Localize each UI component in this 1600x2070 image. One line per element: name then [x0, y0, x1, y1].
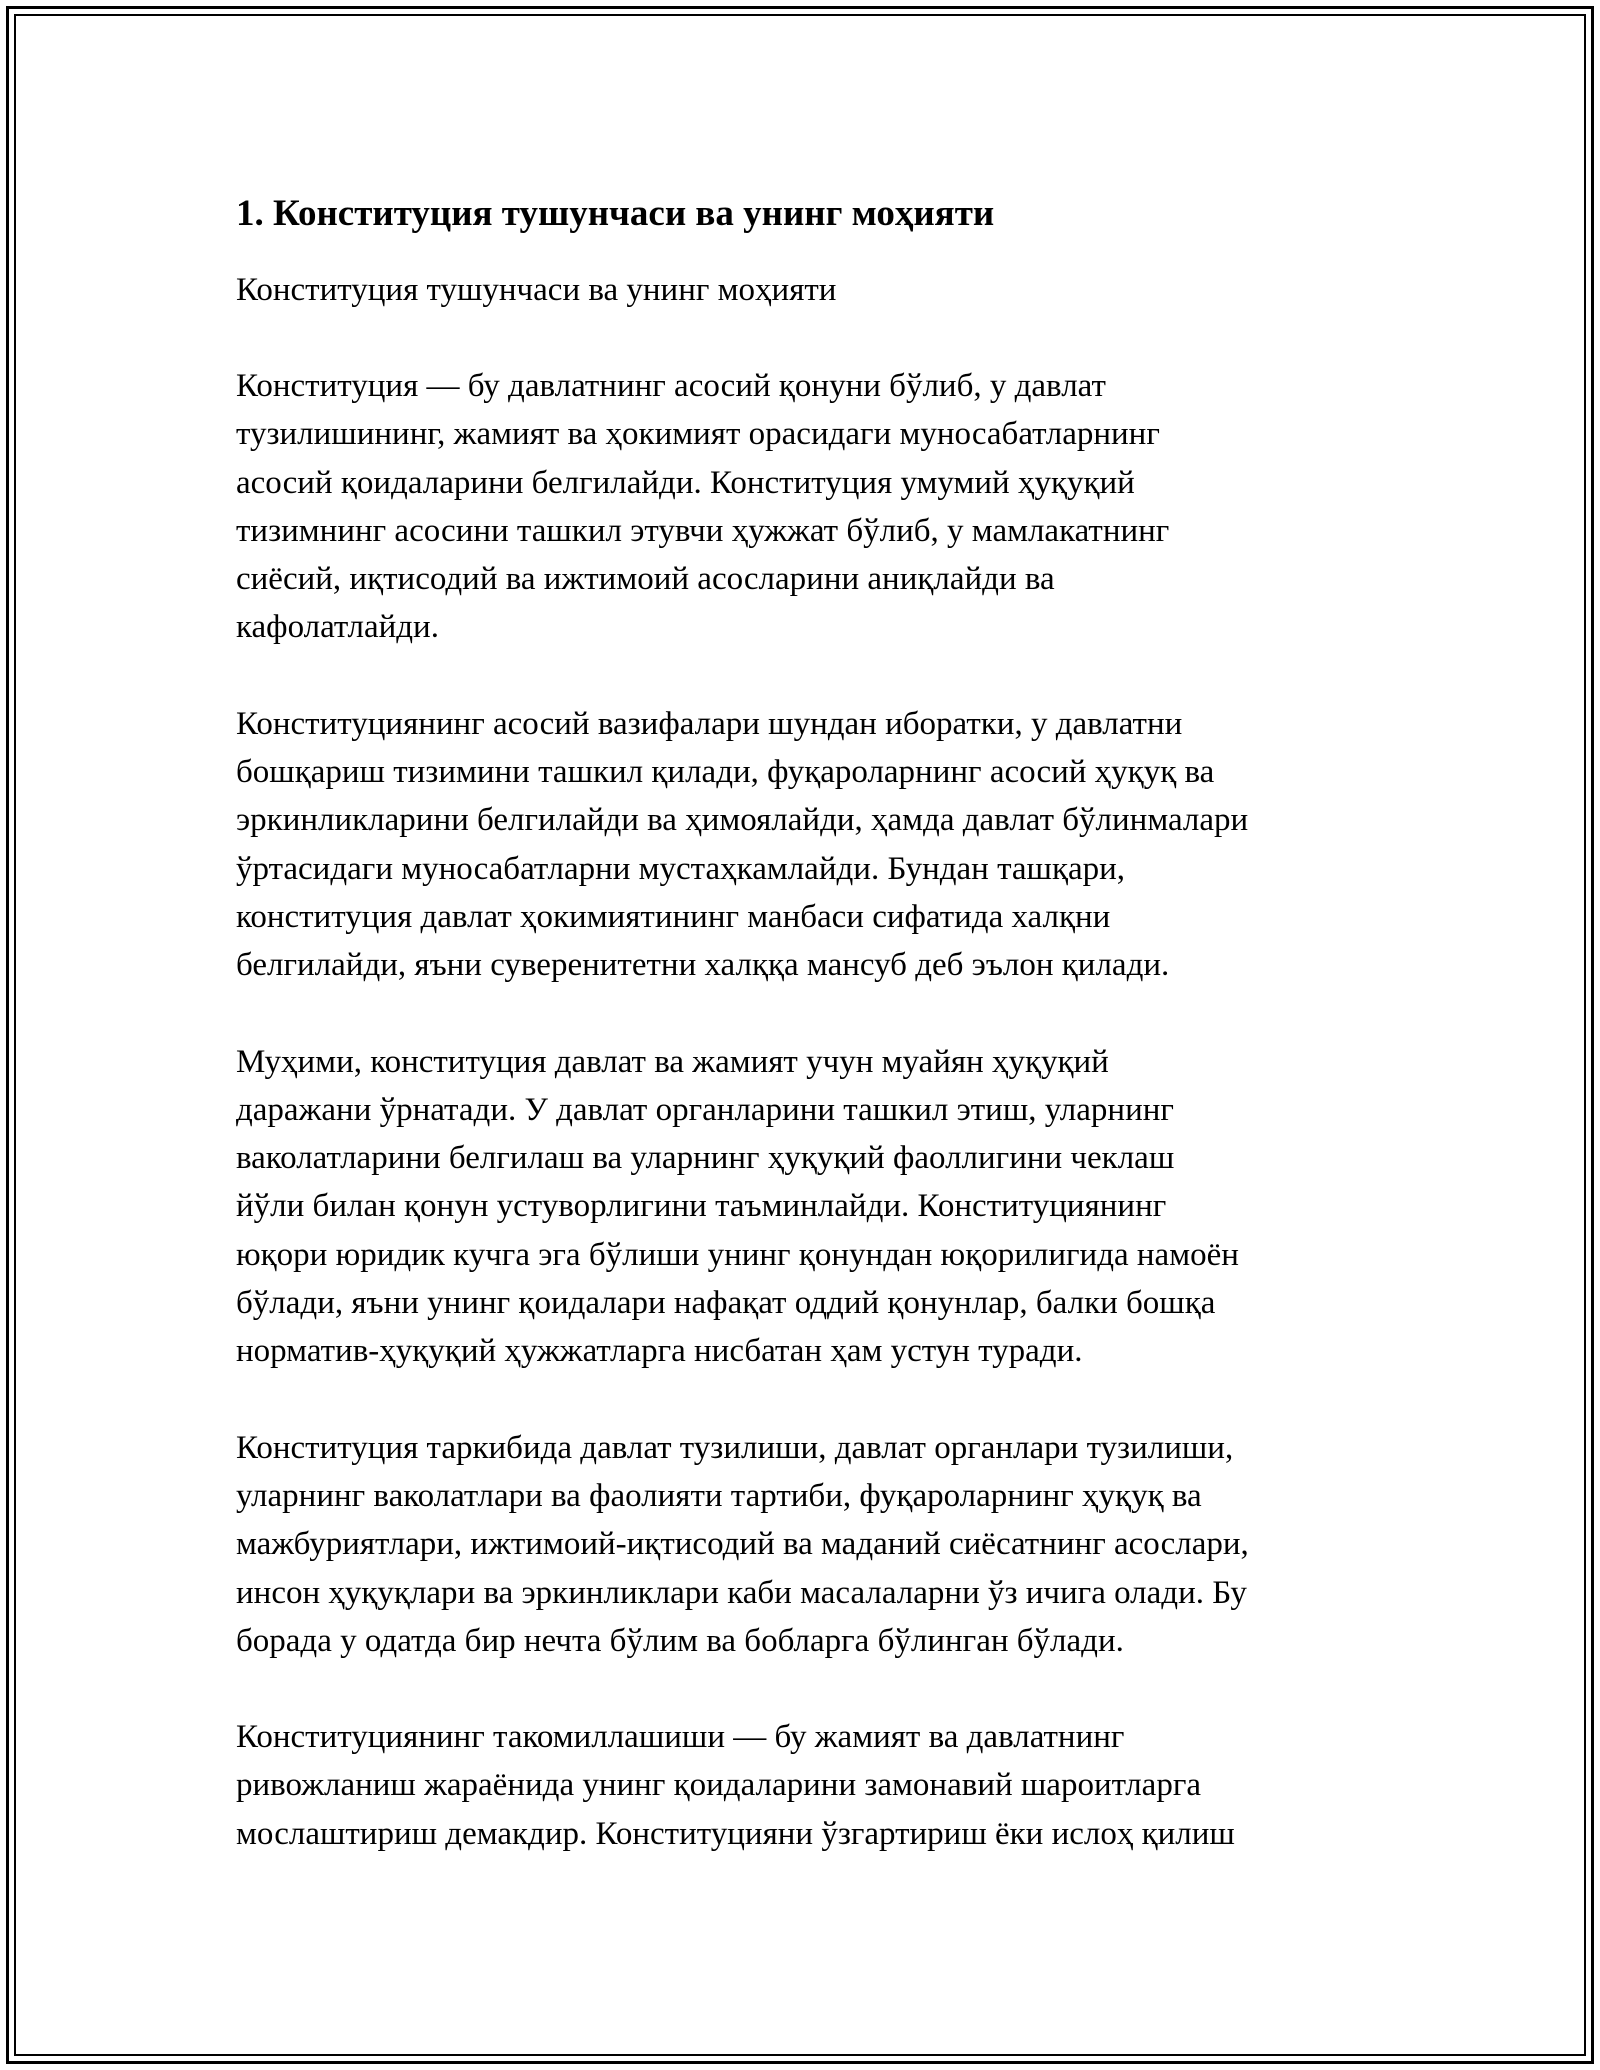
paragraph-2: Конституциянинг асосий вазифалари шундан иборатки, у давлатни бошқариш тизимини ташкил қилади, фуқароларнинг асосий ҳуқуқ ва эркинликларини белгилайди ва ҳимоялайди, ҳамда давлат бўлинмалари ўртасидаги муносабатларни мустаҳкамлайди. Бундан ташқари, конституция давлат ҳокимиятининг манбаси сифатида халқни белгилайди, яъни суверенитетни халққа мансуб деб эълон қилади.: [236, 705, 1249, 984]
paragraph-4: Конституция таркибида давлат тузилиши, давлат органлари тузилиши, уларнинг ваколатлари ва фаолияти тартиби, фуқароларнинг ҳуқуқ ва мажбуриятлари, ижтимоий-иқтисодий ва маданий сиёсатнинг асослари, инсон ҳуқуқлари ва эркинликлари каби масалаларни ўз ичига олади. Бу борада у одатда бир нечта бўлим ва бобларга бўлинган бўлади.: [236, 1429, 1249, 1659]
paragraph-3: Муҳими, конституция давлат ва жамият учун муайян ҳуқуқий даражани ўрнатади. У давлат органларини ташкил этиш, уларнинг ваколатларини белгилаш ва уларнинг ҳуқуқий фаоллигини чеклаш йўли билан қонун устуворлигини таъминлайди. Конституциянинг юқори юридик кучга эга бўлиши унинг қонундан юқорилигида намоён бўлади, яъни унинг қоидалари нафақат оддий қонунлар, балки бошқа норматив-ҳуқуқий ҳужжатларга нисбатан ҳам устун туради.: [236, 1043, 1239, 1370]
paragraph-5: Конституциянинг такомиллашиши — бу жамият ва давлатнинг ривожланиш жараёнида унинг қоидаларини замонавий шароитларга мослаштириш демакдир. Конституцияни ўзгартириш ёки ислоҳ қилиш: [236, 1719, 1235, 1852]
document-subtitle: Конституция тушунчаси ва унинг моҳияти: [236, 272, 837, 308]
paragraph-1: Конституция — бу давлатнинг асосий қонуни бўлиб, у давлат тузилишининг, жамият ва ҳокимият орасидаги муносабатларнинг асосий қоидаларини белгилайди. Конституция умумий ҳуқуқий тизимнинг асосини ташкил этувчи ҳужжат бўлиб, у мамлакатнинг сиёсий, иқтисодий ва ижтимоий асосларини аниқлайди ва кафолатлайди.: [236, 368, 1170, 646]
document-heading: 1. Конституция тушунчаси ва унинг моҳияти: [236, 193, 995, 234]
document-page: [236, 190, 1386, 1906]
